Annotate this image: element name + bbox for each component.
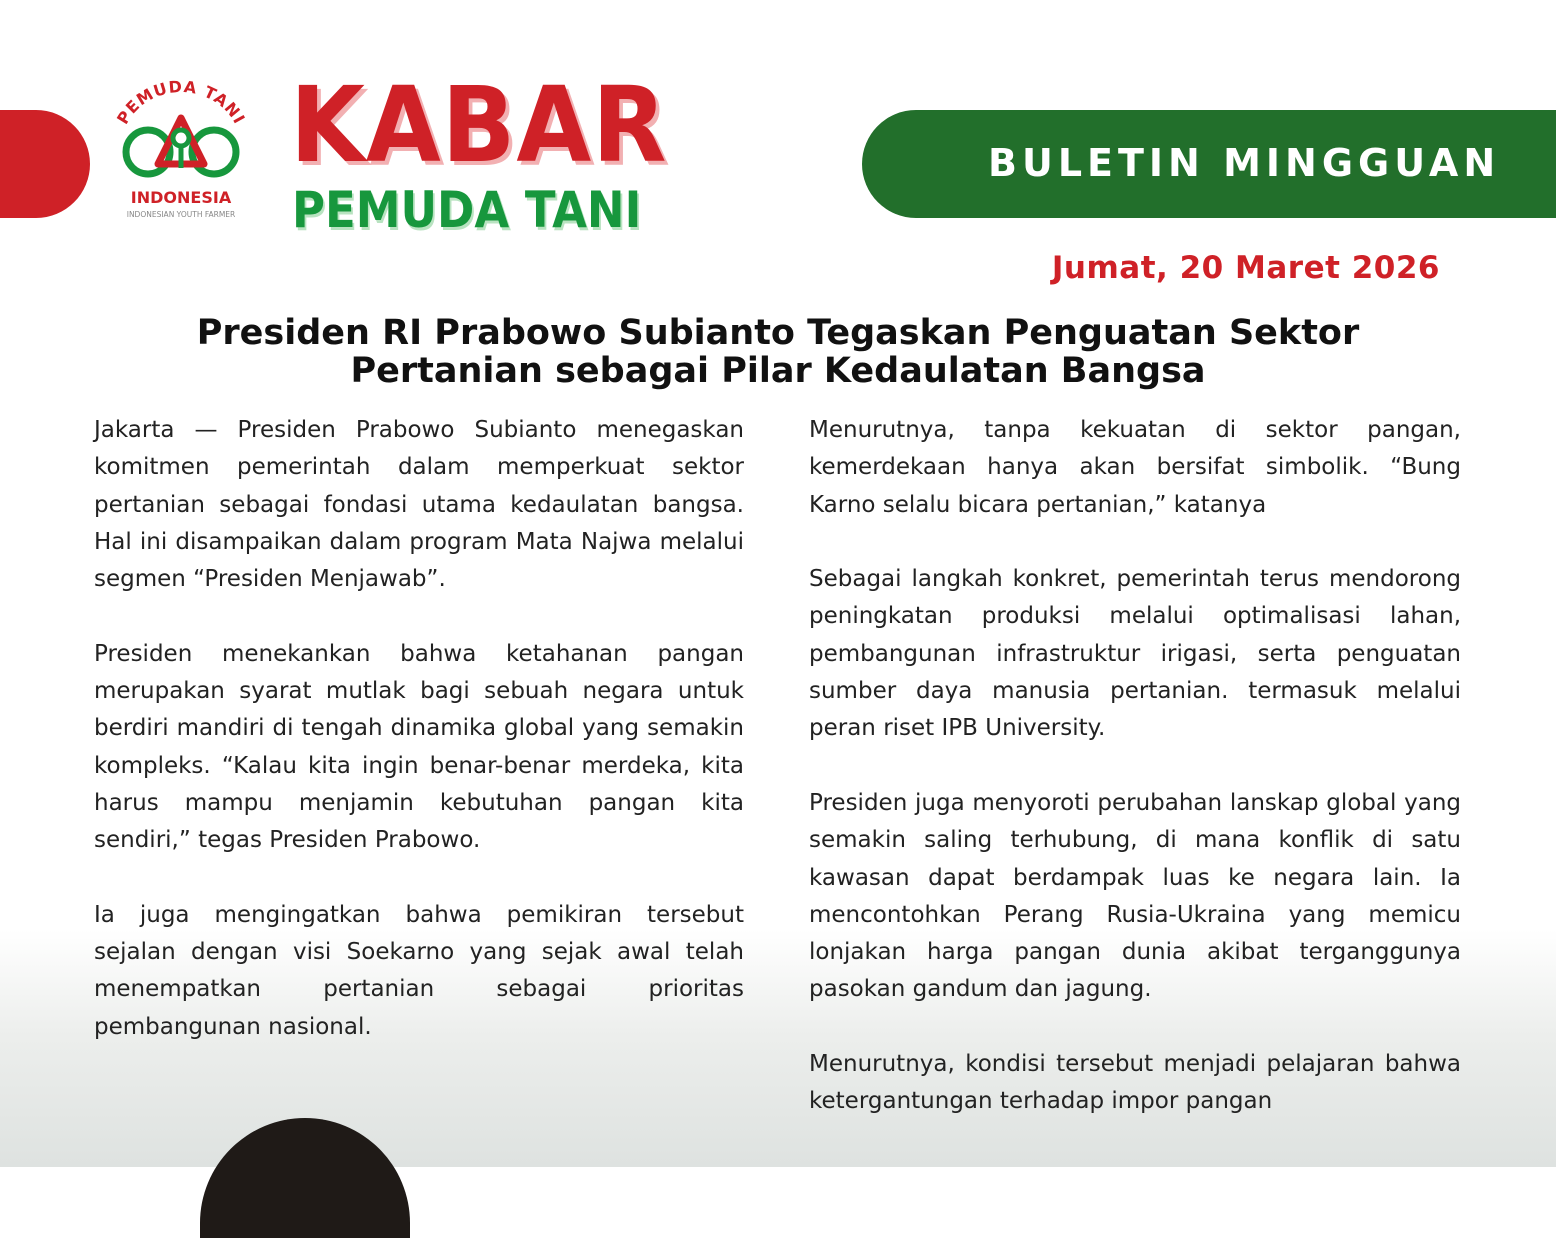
masthead-title-pemuda-tani: PEMUDA TANI xyxy=(292,181,642,239)
issue-date: Jumat, 20 Maret 2026 xyxy=(1051,250,1440,286)
bulletin-banner-label: BULETIN MINGGUAN xyxy=(988,141,1501,185)
headline-line-2: Pertanian sebagai Pilar Kedaulatan Bangsa xyxy=(350,351,1206,391)
paragraph: Menurutnya, tanpa kekuatan di sektor pangan, kemerdekaan hanya akan bersifat simbolik. “Bung Karno selalu bicara pertanian,” katanya xyxy=(809,417,1461,518)
bulletin-banner xyxy=(862,110,1556,218)
red-accent-tab xyxy=(0,110,90,218)
headline-line-1: Presiden RI Prabowo Subianto Tegaskan Penguatan Sektor xyxy=(196,313,1360,353)
paragraph: Jakarta — Presiden Prabowo Subianto menegaskan komitmen pemerintah dalam memperkuat sektor pertanian sebagai fondasi utama kedaulatan bangsa. Hal ini disampaikan dalam program Mata Najwa melalui segmen “Presiden Menjawab”. xyxy=(94,417,744,593)
logo-name: INDONESIA xyxy=(130,188,232,207)
logo-tagline: INDONESIAN YOUTH FARMER xyxy=(126,210,236,219)
paragraph: Menurutnya, kondisi tersebut menjadi pelajaran bahwa ketergantungan terhadap impor pangan xyxy=(809,1051,1461,1115)
paragraph: Presiden juga menyoroti perubahan lanskap global yang semakin saling terhubung, di mana konflik di satu kawasan dapat berdampak luas ke negara lain. Ia mencontohkan Perang Rusia-Ukraina yang memicu lonjakan harga pangan dunia akibat terganggunya pasokan gandum dan jagung. xyxy=(809,789,1461,1003)
paragraph: Presiden menekankan bahwa ketahanan pangan merupakan syarat mutlak bagi sebuah negara untuk berdiri mandiri di tengah dinamika global yang semakin kompleks. “Kalau kita ingin benar-benar merdeka, kita harus mampu menjamin kebutuhan pangan kita sendiri,” tegas Presiden Prabowo. xyxy=(94,640,744,854)
article-column-right xyxy=(809,412,1461,1158)
masthead-title-kabar: KABAR xyxy=(290,64,668,186)
masthead xyxy=(290,64,710,240)
article-headline xyxy=(100,314,1456,390)
pemuda-tani-logo xyxy=(108,72,254,222)
logo-arc-text: PEMUDA TANI xyxy=(113,76,250,128)
paragraph: Ia juga mengingatkan bahwa pemikiran tersebut sejalan dengan visi Soekarno yang sejak awal telah menempatkan pertanian sebagai prioritas pembangunan nasional. xyxy=(94,901,744,1040)
paragraph: Sebagai langkah konkret, pemerintah terus mendorong peningkatan produksi melalui optimalisasi lahan, pembangunan infrastruktur irigasi, serta penguatan sumber daya manusia pertanian. termasuk melalui peran riset IPB University. xyxy=(809,566,1461,742)
article-column-left xyxy=(94,412,744,1083)
